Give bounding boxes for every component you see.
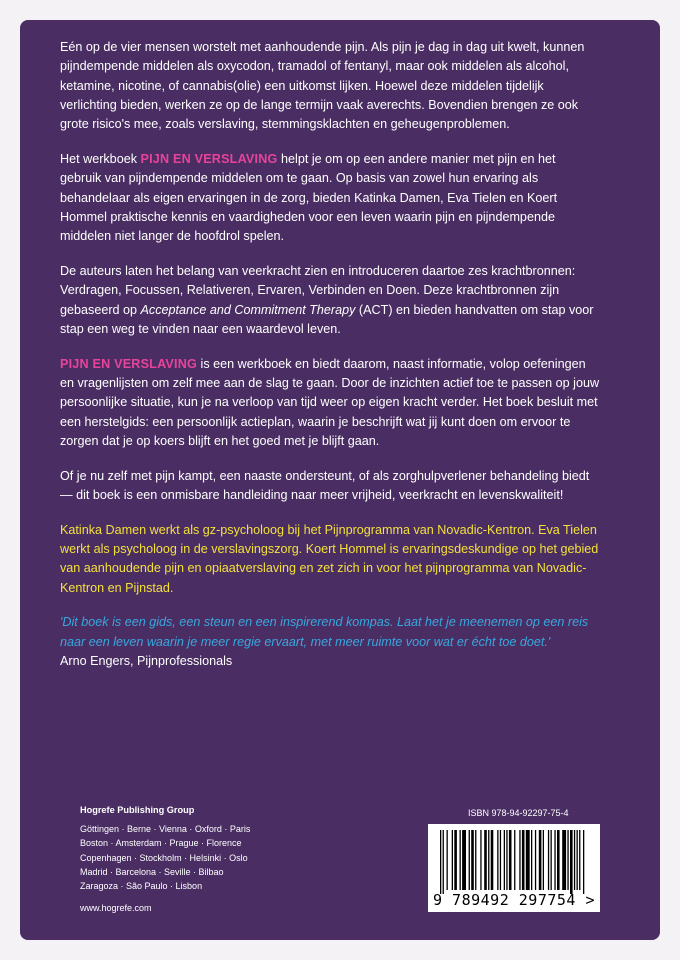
barcode-digits: 9 789492 297754 >: [432, 891, 596, 909]
paragraph-workbook: [60, 150, 600, 246]
barcode-bar: [491, 830, 494, 890]
barcode-bar: [497, 830, 498, 890]
barcode-bar: [504, 830, 505, 890]
blurb-text: [60, 38, 600, 687]
paragraph-authors: [60, 262, 600, 339]
paragraph-workbook-rest: helpt je om op een andere manier met pijn en het gebruik van pijndempende middelen om te gaan. Op basis van zowel hun ervaring als behandelaar als eigen ervaringen in de zorg, bieden Katinka Damen, Eva Tielen en Koert Hommel praktische kennis en vaardigheden voor een leven waarin pijn en pijndempende middelen niet langer de hoofdrol spelen.: [60, 151, 558, 244]
barcode-bar: [577, 830, 578, 890]
publisher-city-line: Madrid · Barcelona · Seville · Bilbao: [80, 866, 224, 877]
barcode-bar: [514, 830, 515, 890]
barcode-bar: [469, 830, 470, 890]
barcode-bar: [543, 830, 544, 890]
endorsement-quote: 'Dit boek is een gids, een steun en een inspirerend kompas. Laat het je meenemen op een reis naar een leven waarin je meer regie ervaart, met meer ruimte voor wat er écht toe doet.': [60, 615, 589, 649]
barcode-bar: [447, 830, 448, 890]
barcode-bar: [460, 830, 461, 890]
barcode-bar: [539, 830, 542, 890]
publisher-city-line: Göttingen · Berne · Vienna · Oxford · Paris: [80, 824, 251, 835]
barcode-bar: [452, 830, 453, 890]
barcode-bar: [522, 830, 525, 890]
barcode-bar: [548, 830, 549, 890]
author-bio: Katinka Damen werkt als gz-psycholoog bij het Pijnprogramma van Novadic-Kentron. Eva Tielen werkt als psycholoog in de verslavingszorg. Koert Hommel is ervaringsdeskundige op het gebied van aanhoudende pijn en opiaatverslaving en zet zich in voor het pijnprogramma van Novadic-Kentron en Pijnstad.: [60, 522, 599, 595]
act-term: Acceptance and Commitment Therapy: [140, 302, 356, 317]
publisher-block: [80, 803, 250, 915]
barcode-bar: [454, 830, 457, 890]
paragraph-closing: Of je nu zelf met pijn kampt, een naaste ondersteunt, of als zorghulpverlener behandeling biedt — dit boek is een onmisbare handleiding naar meer vrijheid, veerkracht en levenskwaliteit!: [60, 468, 590, 502]
barcode-bar: [535, 830, 536, 890]
barcode-bar: [579, 830, 580, 890]
barcode-bar: [509, 830, 512, 890]
paragraph-authors-lead: De auteurs laten het belang van veerkracht zien en introduceren daartoe zes krachtbronnen: Verdragen, Focussen, Relativeren, Ervaren, Verbinden en Doen. Deze krachtbronnen zijn gebaseerd op: [60, 263, 576, 317]
barcode-bar: [506, 830, 507, 890]
barcode-bar: [480, 830, 481, 890]
barcode-bar: [519, 830, 520, 890]
barcode-bar: [551, 830, 552, 890]
barcode-bar: [500, 830, 501, 890]
publisher-url[interactable]: www.hogrefe.com: [80, 903, 152, 914]
paragraph-authors-rest: (ACT) en bieden handvatten om stap voor stap een weg te vinden naar een waardevol leven.: [60, 302, 594, 336]
endorsement-author: Arno Engers, Pijnprofessionals: [60, 654, 233, 669]
barcode-bar: [440, 830, 441, 894]
book-title-highlight-2: PIJN EN VERSLAVING: [60, 356, 198, 371]
barcode-bar: [567, 830, 568, 890]
barcode-bar: [488, 830, 489, 890]
barcode-bar: [531, 830, 532, 890]
barcode-bar: [562, 830, 566, 890]
paragraph-exercises: [60, 355, 600, 451]
paragraph-workbook-lead: Het werkboek: [60, 151, 141, 166]
publisher-city-line: Zaragoza · São Paulo · Lisbon: [80, 881, 203, 892]
barcode-bar: [574, 830, 575, 890]
paragraph-exercises-rest: is een werkboek en biedt daarom, naast informatie, volop oefeningen en vragenlijsten om zelf mee aan de slag te gaan. Door de inzichten actief toe te passen op jouw persoonlijke situatie, kun je na verloop van tijd weer op eigen kracht verder. Het boek besluit met een herstelgids: een persoonlijk actieplan, waarin je beschrijft wat jij kunt doen om ervoor te zorgen dat je op koers blijft en het goed met je blijft gaan.: [60, 356, 600, 448]
barcode-bar: [462, 830, 466, 890]
publisher-city-line: Copenhagen · Stockholm · Helsinki · Oslo: [80, 852, 248, 863]
barcode-bar: [471, 830, 474, 890]
barcode-bar: [526, 830, 530, 890]
barcode-bar: [443, 830, 444, 894]
barcode-bar: [484, 830, 487, 890]
paragraph-intro: Eén op de vier mensen worstelt met aanhoudende pijn. Als pijn je dag in dag uit kwelt, kunnen pijndempende middelen als oxycodon, tramadol of fentanyl, maar ook middelen als alcohol, ketamine, nicotine, of cannabis(olie) een uitkomst lijken. Hoewel deze middelen tijdelijk verlichting bieden, werken ze op de lange termijn vaak averechts. Bovendien brengen ze ook grote risico's mee, zoals verslaving, stemmingsklachten en geheugenproblemen.: [60, 40, 585, 132]
barcode-bar: [475, 830, 476, 890]
book-title-highlight: PIJN EN VERSLAVING: [140, 151, 278, 166]
publisher-name: Hogrefe Publishing Group: [80, 805, 195, 815]
isbn-label: ISBN 978-94-92297-75-4: [468, 808, 569, 818]
barcode-bar: [554, 830, 555, 890]
barcode: [428, 824, 600, 912]
publisher-city-line: Boston · Amsterdam · Prague · Florence: [80, 838, 242, 849]
barcode-bar: [570, 830, 573, 894]
barcode-bar: [557, 830, 560, 890]
barcode-bar: [583, 830, 584, 894]
